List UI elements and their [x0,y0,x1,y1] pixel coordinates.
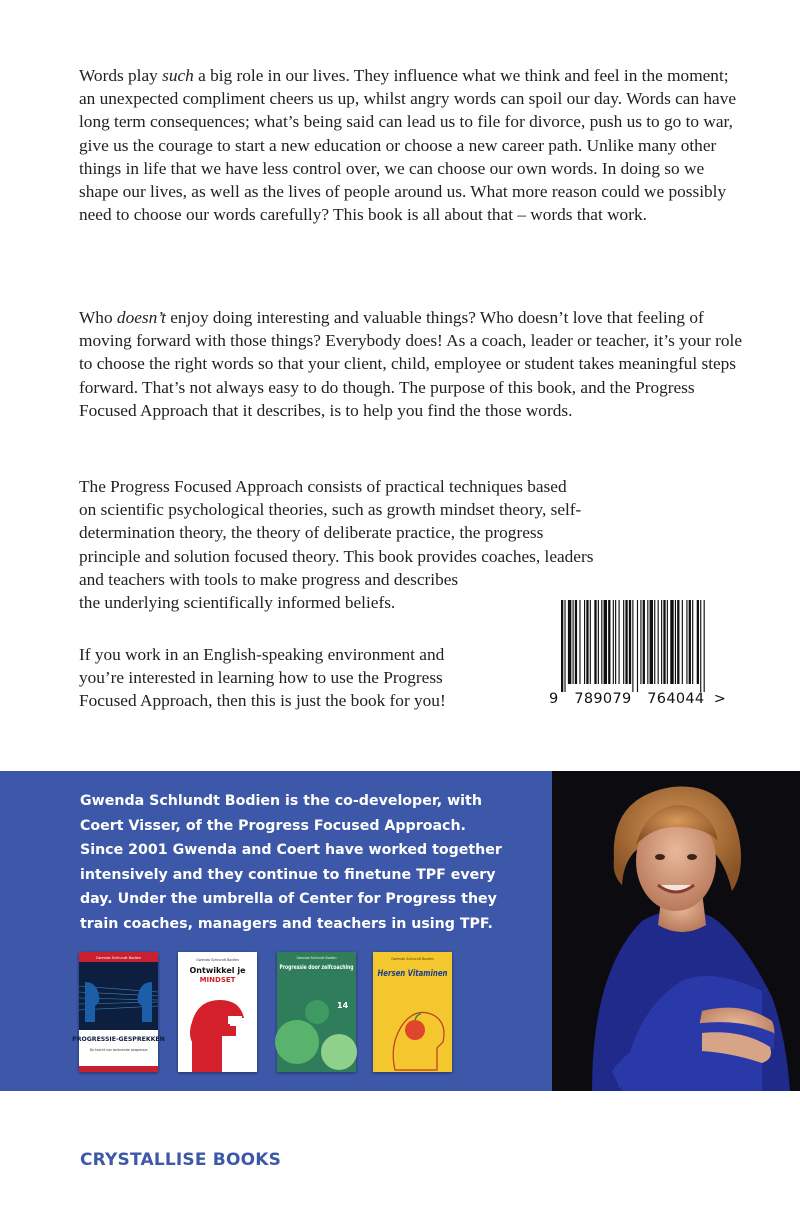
blurb-paragraph-1: Words play such a big role in our lives. They influence what we think and feel in the moment; an unexpected compliment cheers us up, whilst angry words can spoil our day. Words can have long term consequences; what’s being said can lead us to file for divorce, push us to go to war, give us the courage to start a new education or choose a new career path. Unlike many other things in life that we have less control over, we can choose our own words. In doing so we shape our lives, as well as the lives of people around us. What more reason could we possibly need to choose our words carefully? This book is all about that – words that work. [79,66,737,225]
barcode-bar [619,600,620,684]
author-bio: Gwenda Schlundt Bodien is the co-developer, with Coert Visser, of the Progress Focused Approach. Since 2001 Gwenda and Coert have worked together intensively and they continue to finetune TPF every day. Under the umbrella of Center for Progress they train coaches, managers and teachers in using TPF. [80,793,502,932]
isbn-number: 9 789079 764044 > [549,691,727,707]
barcode-bar [637,600,638,692]
book-1-subtitle: De kracht van belonende progressie [89,1048,148,1052]
isbn-barcode [549,600,727,715]
barcode-bar [704,600,705,692]
publisher-name: CRYSTALLISE BOOKS [80,1150,282,1170]
book-3-title: Progressie door zelfcoaching [279,963,354,971]
barcode-bar [575,600,577,684]
blurb-paragraph-3: The Progress Focused Approach consists of practical techniques based on scientific psychological theories, such as growth mindset theory, self- determination theory, the theory of deliberate practice, the progress principle and solution focused theory. This book provides coaches, leaders and teachers with tools to make progress and describes the underlying scientifically informed beliefs. [79,477,594,613]
book-2-author: Gwenda Schlundt Bodien [196,958,239,962]
barcode-bar [682,600,683,684]
barcode-bar [586,600,588,684]
book-cover-progressiegesprekken [72,952,165,1072]
book-3-badge: 14 [337,1001,349,1010]
barcode-bar [650,600,653,684]
barcode-bar [573,600,574,684]
barcode-bar [579,600,580,684]
book-3-author: Gwenda Schlundt Bodien [296,956,337,960]
book-cover-hersen-vitaminen [373,952,452,1072]
barcode-bar [677,600,679,684]
book-1-title: PROGRESSIE-GESPREKKEN [72,1036,165,1043]
author-photo [552,771,800,1091]
book-4-title: Hersen Vitaminen [377,969,448,979]
barcode-bar [663,600,665,684]
barcode-bar [568,600,571,684]
barcode-bar [675,600,676,684]
barcode-bar [654,600,655,684]
barcode-bar [590,600,591,684]
barcode-bar [598,600,599,684]
barcode-bar [689,600,691,684]
book-2-title: Ontwikkel je [189,966,246,975]
book-cover-progressie-door-zelfcoaching [277,952,356,1072]
book-cover-ontwikkel-je-mindset [178,952,257,1072]
barcode-bar [615,600,616,684]
barcode-bar [632,600,633,692]
author-band [0,771,800,1091]
barcode-bar [643,600,645,684]
blurb-paragraph-4: If you work in an English-speaking environment and you’re interested in learning how to use the Progress Focused Approach, then this is just the book for you! [79,645,446,711]
book-1-author: Gwenda Schlundt Bodien [95,956,142,960]
barcode-bar [692,600,693,684]
barcode-bar [661,600,662,684]
barcode-bar [601,600,602,684]
barcode-bar [658,600,659,684]
barcode-bar [686,600,687,684]
barcode-bar [670,600,673,684]
barcode-bar [700,600,701,692]
barcode-bar [604,600,607,684]
barcode-bar [623,600,624,684]
barcode-bar [647,600,648,684]
barcode-bar [561,600,563,692]
barcode-bar [584,600,585,684]
barcode-bar [594,600,596,684]
barcode-bars [559,600,709,692]
book-4-author: Gwenda Schlundt Bodien [391,957,434,961]
barcode-bar [608,600,610,684]
book-2-title-2: MINDSET [199,976,236,984]
barcode-bar [667,600,668,684]
barcode-bar [613,600,614,684]
barcode-bar [564,600,565,692]
barcode-bar [697,600,699,684]
blurb-paragraph-2: Who doesn’t enjoy doing interesting and valuable things? Who doesn’t love that feeling of moving forward with those things? Everybody does! As a coach, leader or teacher, it’s your role to choose the right words so that your client, child, employee or student takes meaningful steps forward. That’s not always easy to do though. The purpose of this book, and the Progress Focused Approach that it describes, is to help you find the those words. [79,308,742,420]
barcode-bar [629,600,631,684]
barcode-bar [640,600,641,684]
barcode-bar [625,600,627,684]
